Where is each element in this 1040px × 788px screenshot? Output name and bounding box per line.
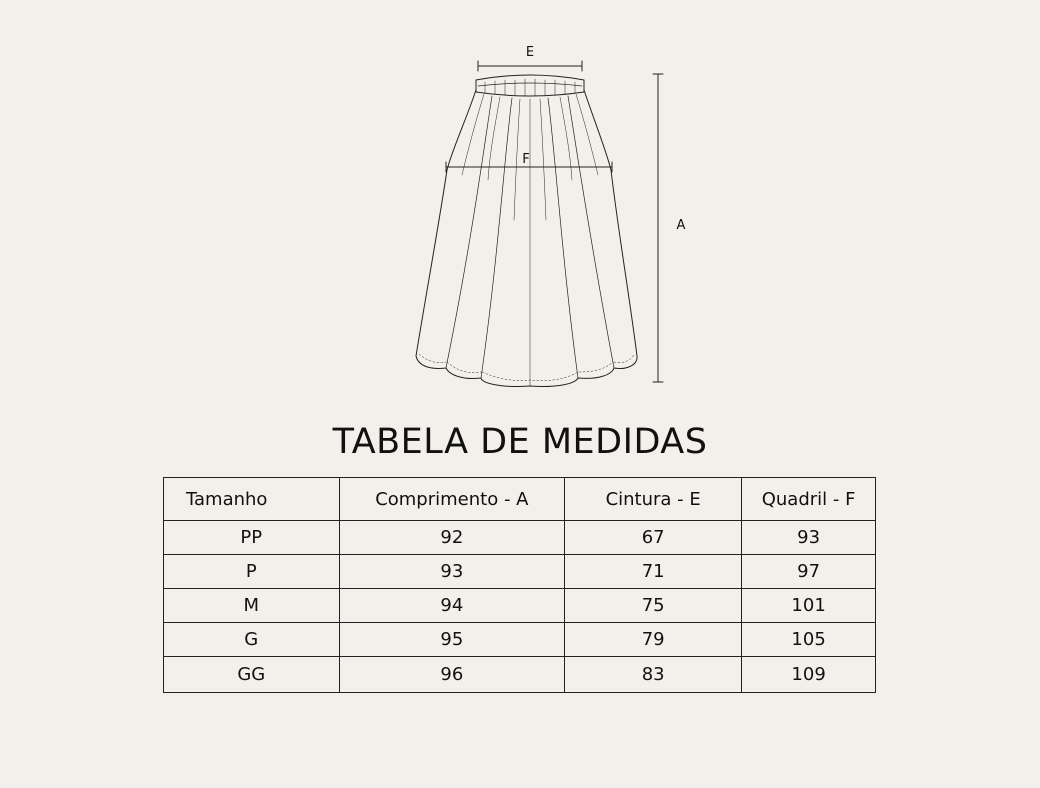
header-length: Comprimento - A	[339, 478, 565, 521]
header-size: Tamanho	[164, 478, 340, 521]
cell-waist: 75	[565, 589, 742, 623]
cell-waist: 67	[565, 521, 742, 555]
length-label: A	[676, 218, 686, 233]
cell-length: 94	[339, 589, 565, 623]
table-row	[164, 555, 876, 589]
waist-label: E	[525, 45, 535, 60]
cell-hip: 101	[742, 589, 876, 623]
table-row	[164, 623, 876, 657]
cell-waist: 83	[565, 657, 742, 693]
waistband	[476, 75, 584, 96]
skirt-diagram	[400, 36, 700, 396]
table-row	[164, 521, 876, 555]
skirt-illustration	[400, 36, 700, 396]
skirt-outline	[416, 90, 637, 387]
cell-size: GG	[164, 657, 340, 693]
cell-length: 96	[339, 657, 565, 693]
cell-size: M	[164, 589, 340, 623]
header-waist: Cintura - E	[565, 478, 742, 521]
cell-size: PP	[164, 521, 340, 555]
cell-length: 92	[339, 521, 565, 555]
cell-hip: 105	[742, 623, 876, 657]
cell-size: P	[164, 555, 340, 589]
cell-hip: 109	[742, 657, 876, 693]
table-row	[164, 589, 876, 623]
header-hip: Quadril - F	[742, 478, 876, 521]
cell-hip: 97	[742, 555, 876, 589]
table-row	[164, 657, 876, 693]
table-header-row	[164, 478, 876, 521]
cell-waist: 79	[565, 623, 742, 657]
hip-label: F	[522, 152, 530, 167]
cell-waist: 71	[565, 555, 742, 589]
page-title: TABELA DE MEDIDAS	[332, 422, 708, 462]
cell-hip: 93	[742, 521, 876, 555]
cell-length: 95	[339, 623, 565, 657]
cell-size: G	[164, 623, 340, 657]
size-table	[163, 477, 876, 693]
cell-length: 93	[339, 555, 565, 589]
